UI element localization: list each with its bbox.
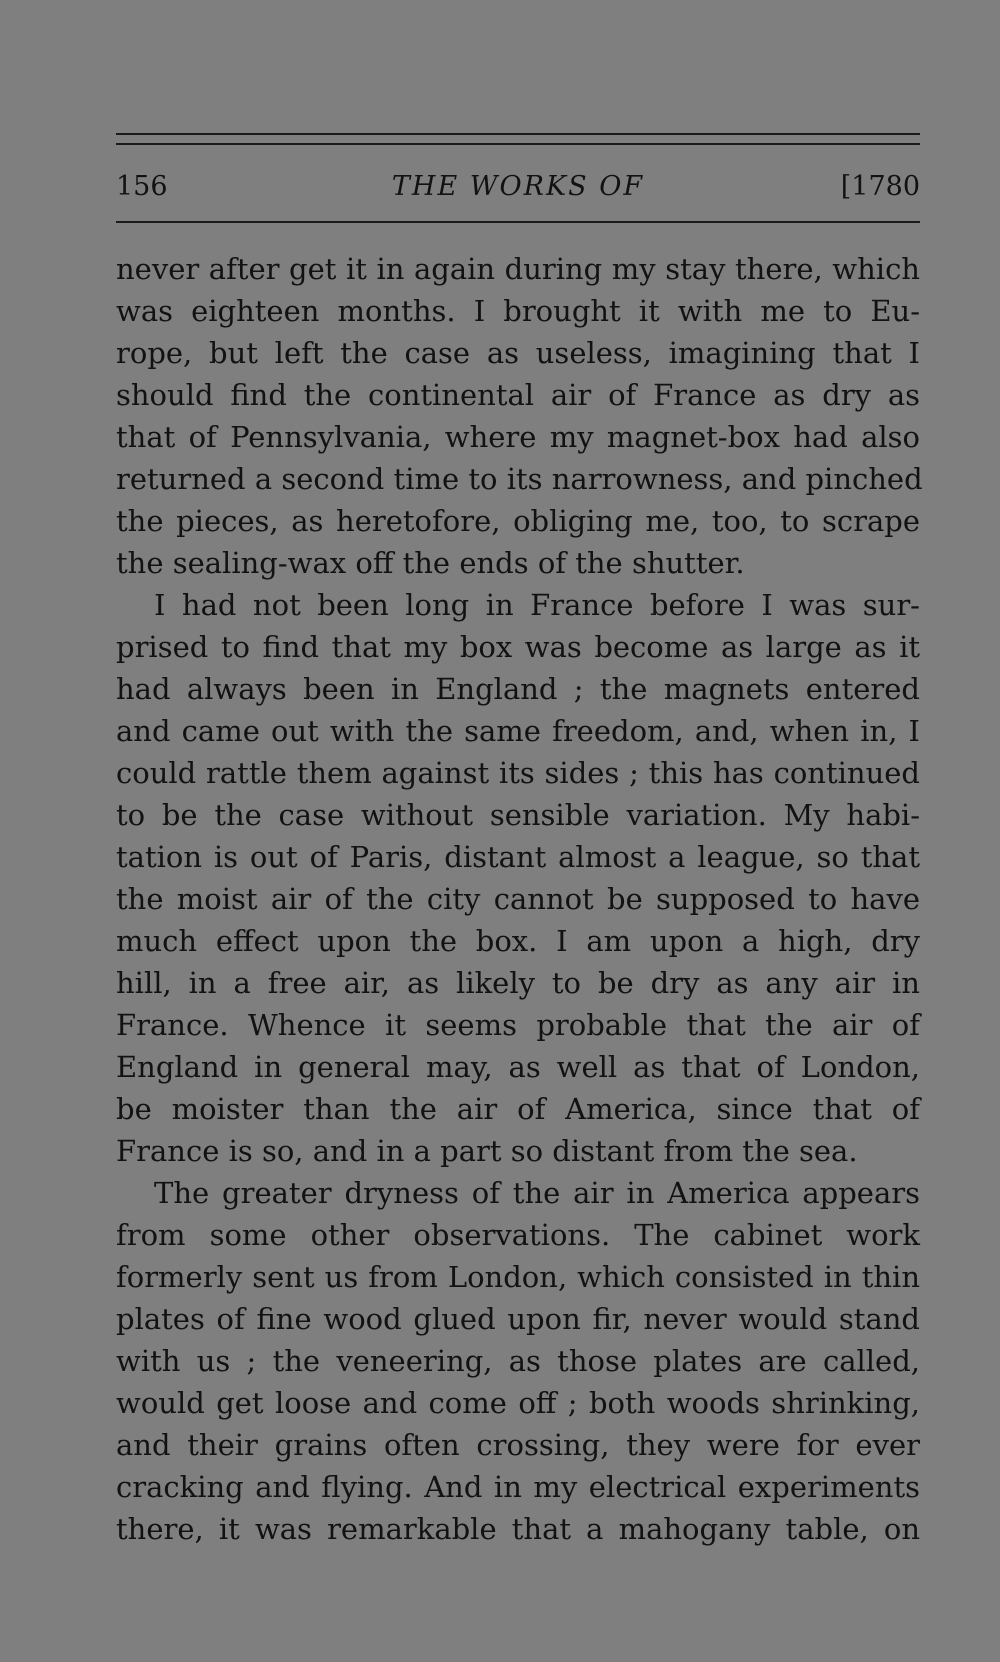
text-line: could rattle them against its sides ; this has continued [116, 756, 920, 790]
text-line: rope, but left the case as useless, imagining that I [116, 336, 920, 370]
text-line: the sealing-wax off the ends of the shutter. [116, 546, 745, 580]
text-line: from some other observations. The cabinet work [116, 1218, 920, 1252]
text-line: should find the continental air of France as dry as [116, 378, 920, 412]
text-line: would get loose and come off ; both woods shrinking, [116, 1386, 920, 1420]
text-line: the pieces, as heretofore, obliging me, too, to scrape [116, 504, 920, 538]
text-line: tation is out of Paris, distant almost a league, so that [116, 840, 920, 874]
text-line: France is so, and in a part so distant from the sea. [116, 1134, 858, 1168]
page-number: 156 [116, 171, 168, 202]
text-line: to be the case without sensible variation. My habi- [116, 798, 920, 832]
running-title: THE WORKS OF [391, 171, 645, 202]
text-line: and their grains often crossing, they were for ever [116, 1428, 920, 1462]
header-bottom-rule [116, 221, 920, 223]
paragraph-start-line: I had not been long in France before I was sur- [154, 588, 920, 622]
text-line: hill, in a free air, as likely to be dry as any air in [116, 966, 920, 1000]
running-header [116, 168, 920, 206]
text-line: the moist air of the city cannot be supposed to have [116, 882, 920, 916]
year-marker: [1780 [840, 171, 920, 202]
text-line: with us ; the veneering, as those plates are called, [116, 1344, 920, 1378]
text-line: be moister than the air of America, since that of [116, 1092, 920, 1126]
text-line: formerly sent us from London, which consisted in thin [116, 1260, 920, 1294]
text-line: returned a second time to its narrowness, and pinched [116, 462, 923, 496]
body-text [116, 248, 923, 1550]
text-line: was eighteen months. I brought it with me to Eu- [116, 294, 920, 328]
header-second-rule [116, 143, 920, 145]
text-line: had always been in England ; the magnets entered [116, 672, 920, 706]
text-line: there, it was remarkable that a mahogany table, on [116, 1512, 920, 1546]
text-line: England in general may, as well as that of London, [116, 1050, 920, 1084]
header-top-rule [116, 133, 920, 135]
text-line: much effect upon the box. I am upon a high, dry [116, 924, 920, 958]
text-line: cracking and flying. And in my electrical experiments [116, 1470, 920, 1504]
text-line: plates of fine wood glued upon fir, never would stand [116, 1302, 920, 1336]
text-line: never after get it in again during my stay there, which [116, 252, 920, 286]
text-line: prised to find that my box was become as large as it [116, 630, 920, 664]
text-line: that of Pennsylvania, where my magnet-box had also [116, 420, 920, 454]
paragraph-start-line: The greater dryness of the air in America appears [154, 1176, 920, 1210]
text-line: France. Whence it seems probable that the air of [116, 1008, 920, 1042]
text-line: and came out with the same freedom, and, when in, I [116, 714, 920, 748]
